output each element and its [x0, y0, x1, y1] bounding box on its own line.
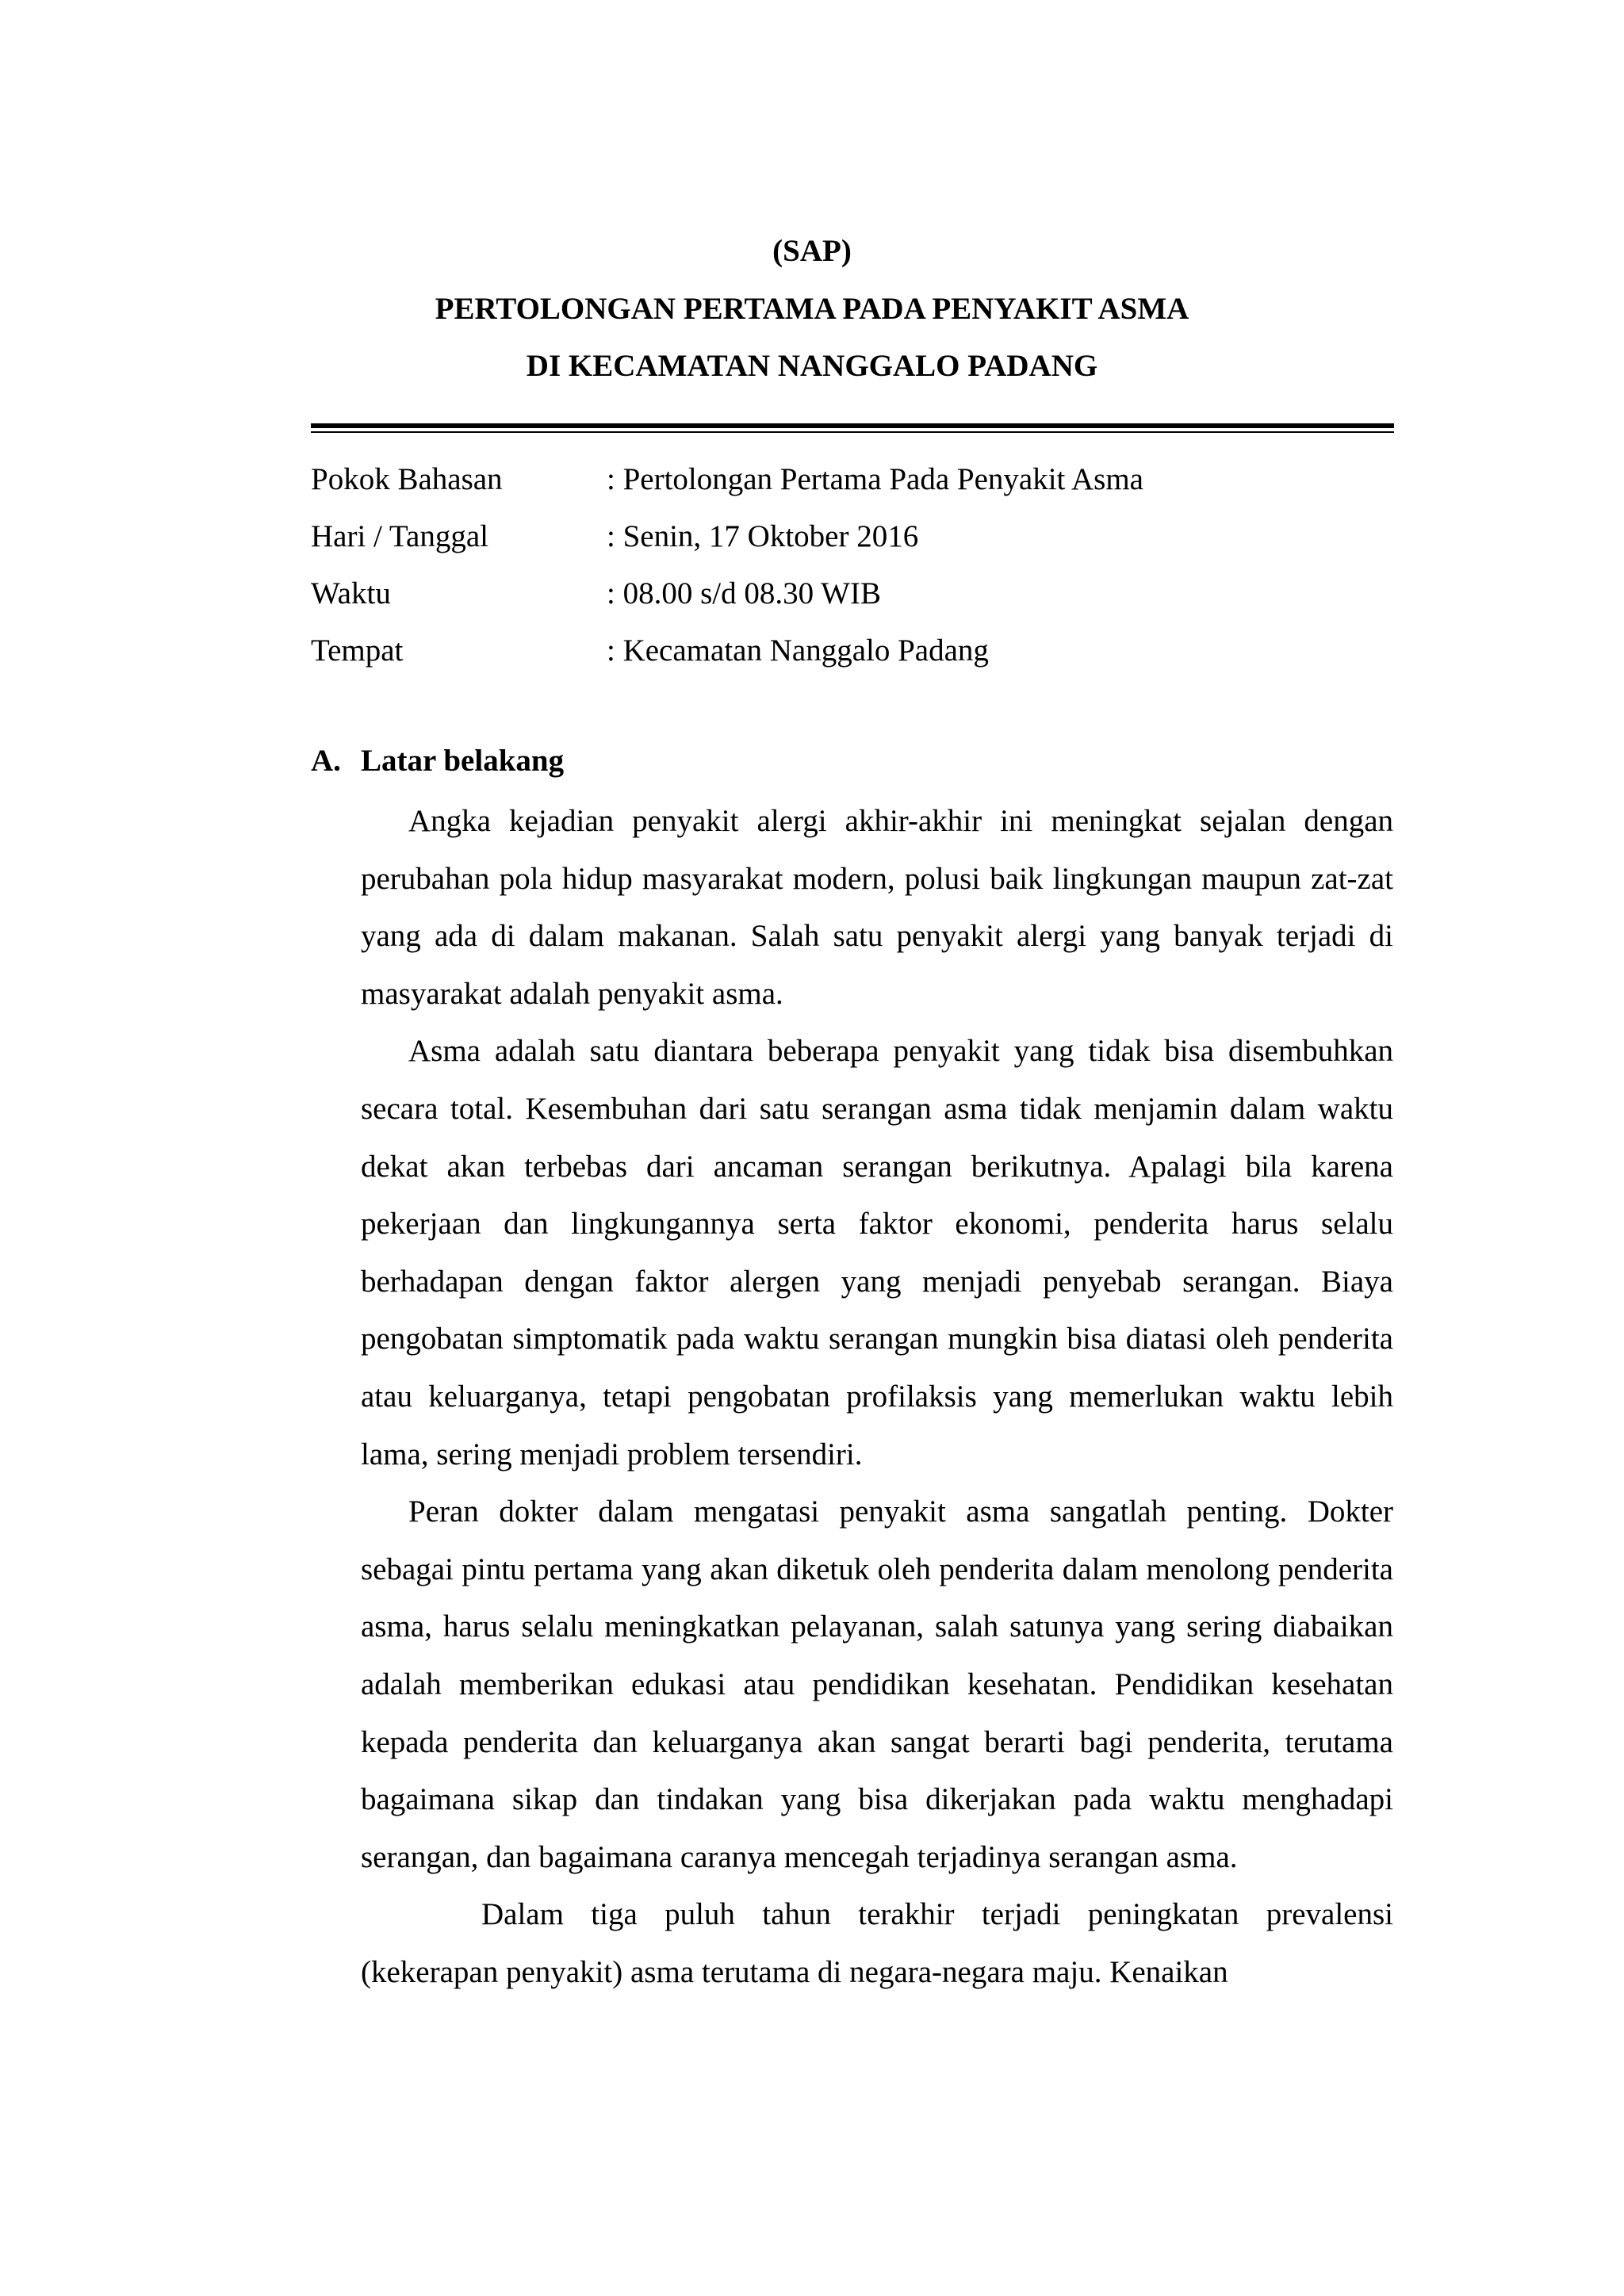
doc-label: (SAP): [772, 234, 852, 268]
header-rule-thin: [311, 431, 1394, 433]
section-title: Latar belakang: [361, 744, 565, 778]
paragraph: Dalam tiga puluh tahun terakhir terjadi peningkatan prevalensi (kekerapan penyakit) asma terutama di negara-negara maju. Kenaikan: [361, 1897, 1393, 1989]
section-body: [361, 793, 1393, 2001]
paragraph: Peran dokter dalam mengatasi penyakit asma sangatlah penting. Dokter sebagai pintu pertama yang akan diketuk oleh penderita dalam menolong penderita asma, harus selalu meningkatkan pelayanan, salah satunya yang sering diabaikan adalah memberikan edukasi atau pendidikan kesehatan. Pendidikan kesehatan kepada penderita dan keluarganya akan sangat berarti bagi penderita, terutama bagaimana sikap dan tindakan yang bisa dikerjakan pada waktu menghadapi serangan, dan bagaimana caranya mencegah terjadinya serangan asma.: [361, 1494, 1393, 1874]
meta-label: Waktu: [311, 576, 391, 610]
paragraph: Asma adalah satu diantara beberapa penyakit yang tidak bisa disembuhkan secara total. Kesembuhan dari satu serangan asma tidak menjamin dalam waktu dekat akan terbebas dari ancaman serangan berikutnya. Apalagi bila karena pekerjaan dan lingkungannya serta faktor ekonomi, penderita harus selalu berhadapan dengan faktor alergen yang menjadi penyebab serangan. Biaya pengobatan simptomatik pada waktu serangan mungkin bisa diatasi oleh penderita atau keluarganya, tetapi pengobatan profilaksis yang memerlukan waktu lebih lama, sering menjadi problem tersendiri.: [361, 1034, 1393, 1471]
section-heading: [311, 741, 564, 781]
meta-label: Pokok Bahasan: [311, 462, 503, 496]
meta-value: : Senin, 17 Oktober 2016: [607, 519, 919, 553]
meta-label: Hari / Tanggal: [311, 519, 488, 553]
meta-label: Tempat: [311, 633, 404, 668]
header-rule-thick: [311, 423, 1394, 428]
section-number: A.: [311, 744, 341, 778]
meta-value: : Pertolongan Pertama Pada Penyakit Asma: [607, 462, 1143, 496]
doc-location: DI KECAMATAN NANGGALO PADANG: [526, 349, 1098, 383]
meta-value: : 08.00 s/d 08.30 WIB: [607, 576, 881, 610]
meta-value: : Kecamatan Nanggalo Padang: [607, 633, 989, 668]
doc-title: PERTOLONGAN PERTAMA PADA PENYAKIT ASMA: [435, 292, 1189, 326]
paragraph: Angka kejadian penyakit alergi akhir-akhir ini meningkat sejalan dengan perubahan pola hidup masyarakat modern, polusi baik lingkungan maupun zat-zat yang ada di dalam makanan. Salah satu penyakit alergi yang banyak terjadi di masyarakat adalah penyakit asma.: [361, 804, 1393, 1011]
